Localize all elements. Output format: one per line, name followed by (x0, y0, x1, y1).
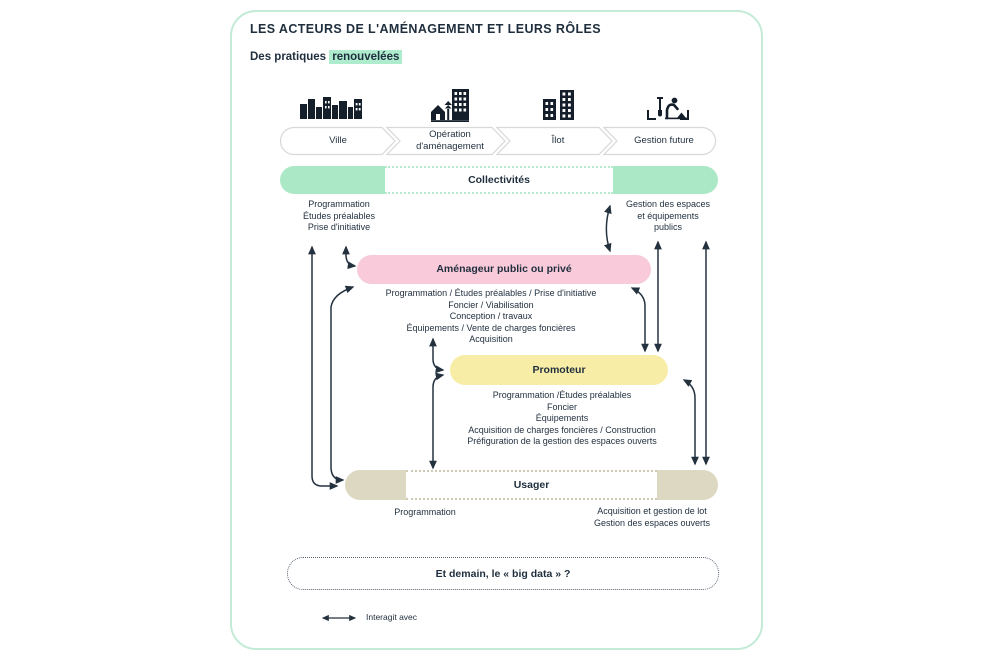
gardener-icon (645, 93, 691, 121)
phase-label-ilot: Îlot (551, 134, 565, 146)
phase-label-operation: Opération d'aménagement (416, 129, 484, 152)
role-line: Acquisition (469, 334, 513, 345)
usager-label: Usager (513, 479, 550, 491)
subtitle-highlight: renouvelées (329, 50, 402, 64)
role-line: Équipements (535, 413, 589, 424)
collectivites-label: Collectivités (468, 174, 530, 186)
role-line: Acquisition de charges foncières / Construction (468, 424, 656, 435)
page-subtitle (250, 51, 402, 63)
promoteur-label: Promoteur (532, 364, 586, 376)
usager-roles-left (375, 507, 475, 519)
role-line: Prise d'initiative (307, 222, 371, 233)
role-line: Gestion des espaces (625, 199, 711, 209)
role-line: Conception / travaux (449, 311, 533, 322)
role-line: Programmation /Études préalables (492, 390, 632, 400)
role-line: et équipements (637, 210, 699, 221)
phase-label-ville: Ville (329, 134, 347, 146)
big-data-bubble (287, 557, 719, 590)
subtitle-prefix: Des pratiques (250, 51, 330, 63)
buildings-icon (543, 90, 575, 120)
role-line: Préfiguration de la gestion des espaces ouverts (467, 436, 657, 447)
promoteur-roles (412, 390, 712, 448)
amenageur-roles (331, 288, 651, 346)
role-line: Équipements / Vente de charges foncières (406, 322, 576, 333)
role-line: publics (653, 222, 682, 233)
city-skyline-icon (300, 95, 362, 121)
role-line: Foncier (546, 401, 577, 412)
construction-site-icon (431, 89, 471, 123)
role-line: Acquisition et gestion de lot (597, 506, 707, 516)
collectivites-roles-right (606, 199, 730, 234)
legend-label: Interagit avec (366, 612, 418, 622)
role-line: Programmation / Études préalables / Prise d'initiative (385, 288, 597, 298)
usager-roles-right (586, 506, 718, 529)
page-title: LES ACTEURS DE L'AMÉNAGEMENT ET LEURS RÔLES (250, 22, 601, 36)
role-line: Gestion des espaces ouverts (593, 517, 711, 528)
phase-label-gestion-future: Gestion future (634, 134, 694, 146)
role-line: Programmation (308, 199, 370, 209)
collectivites-roles-left (277, 199, 401, 234)
big-data-label: Et demain, le « big data » ? (435, 567, 571, 580)
role-line: Programmation (394, 507, 456, 517)
role-line: Études préalables (302, 210, 376, 221)
amenageur-label: Aménageur public ou privé (436, 263, 572, 275)
role-line: Foncier / Viabilisation (448, 299, 534, 310)
